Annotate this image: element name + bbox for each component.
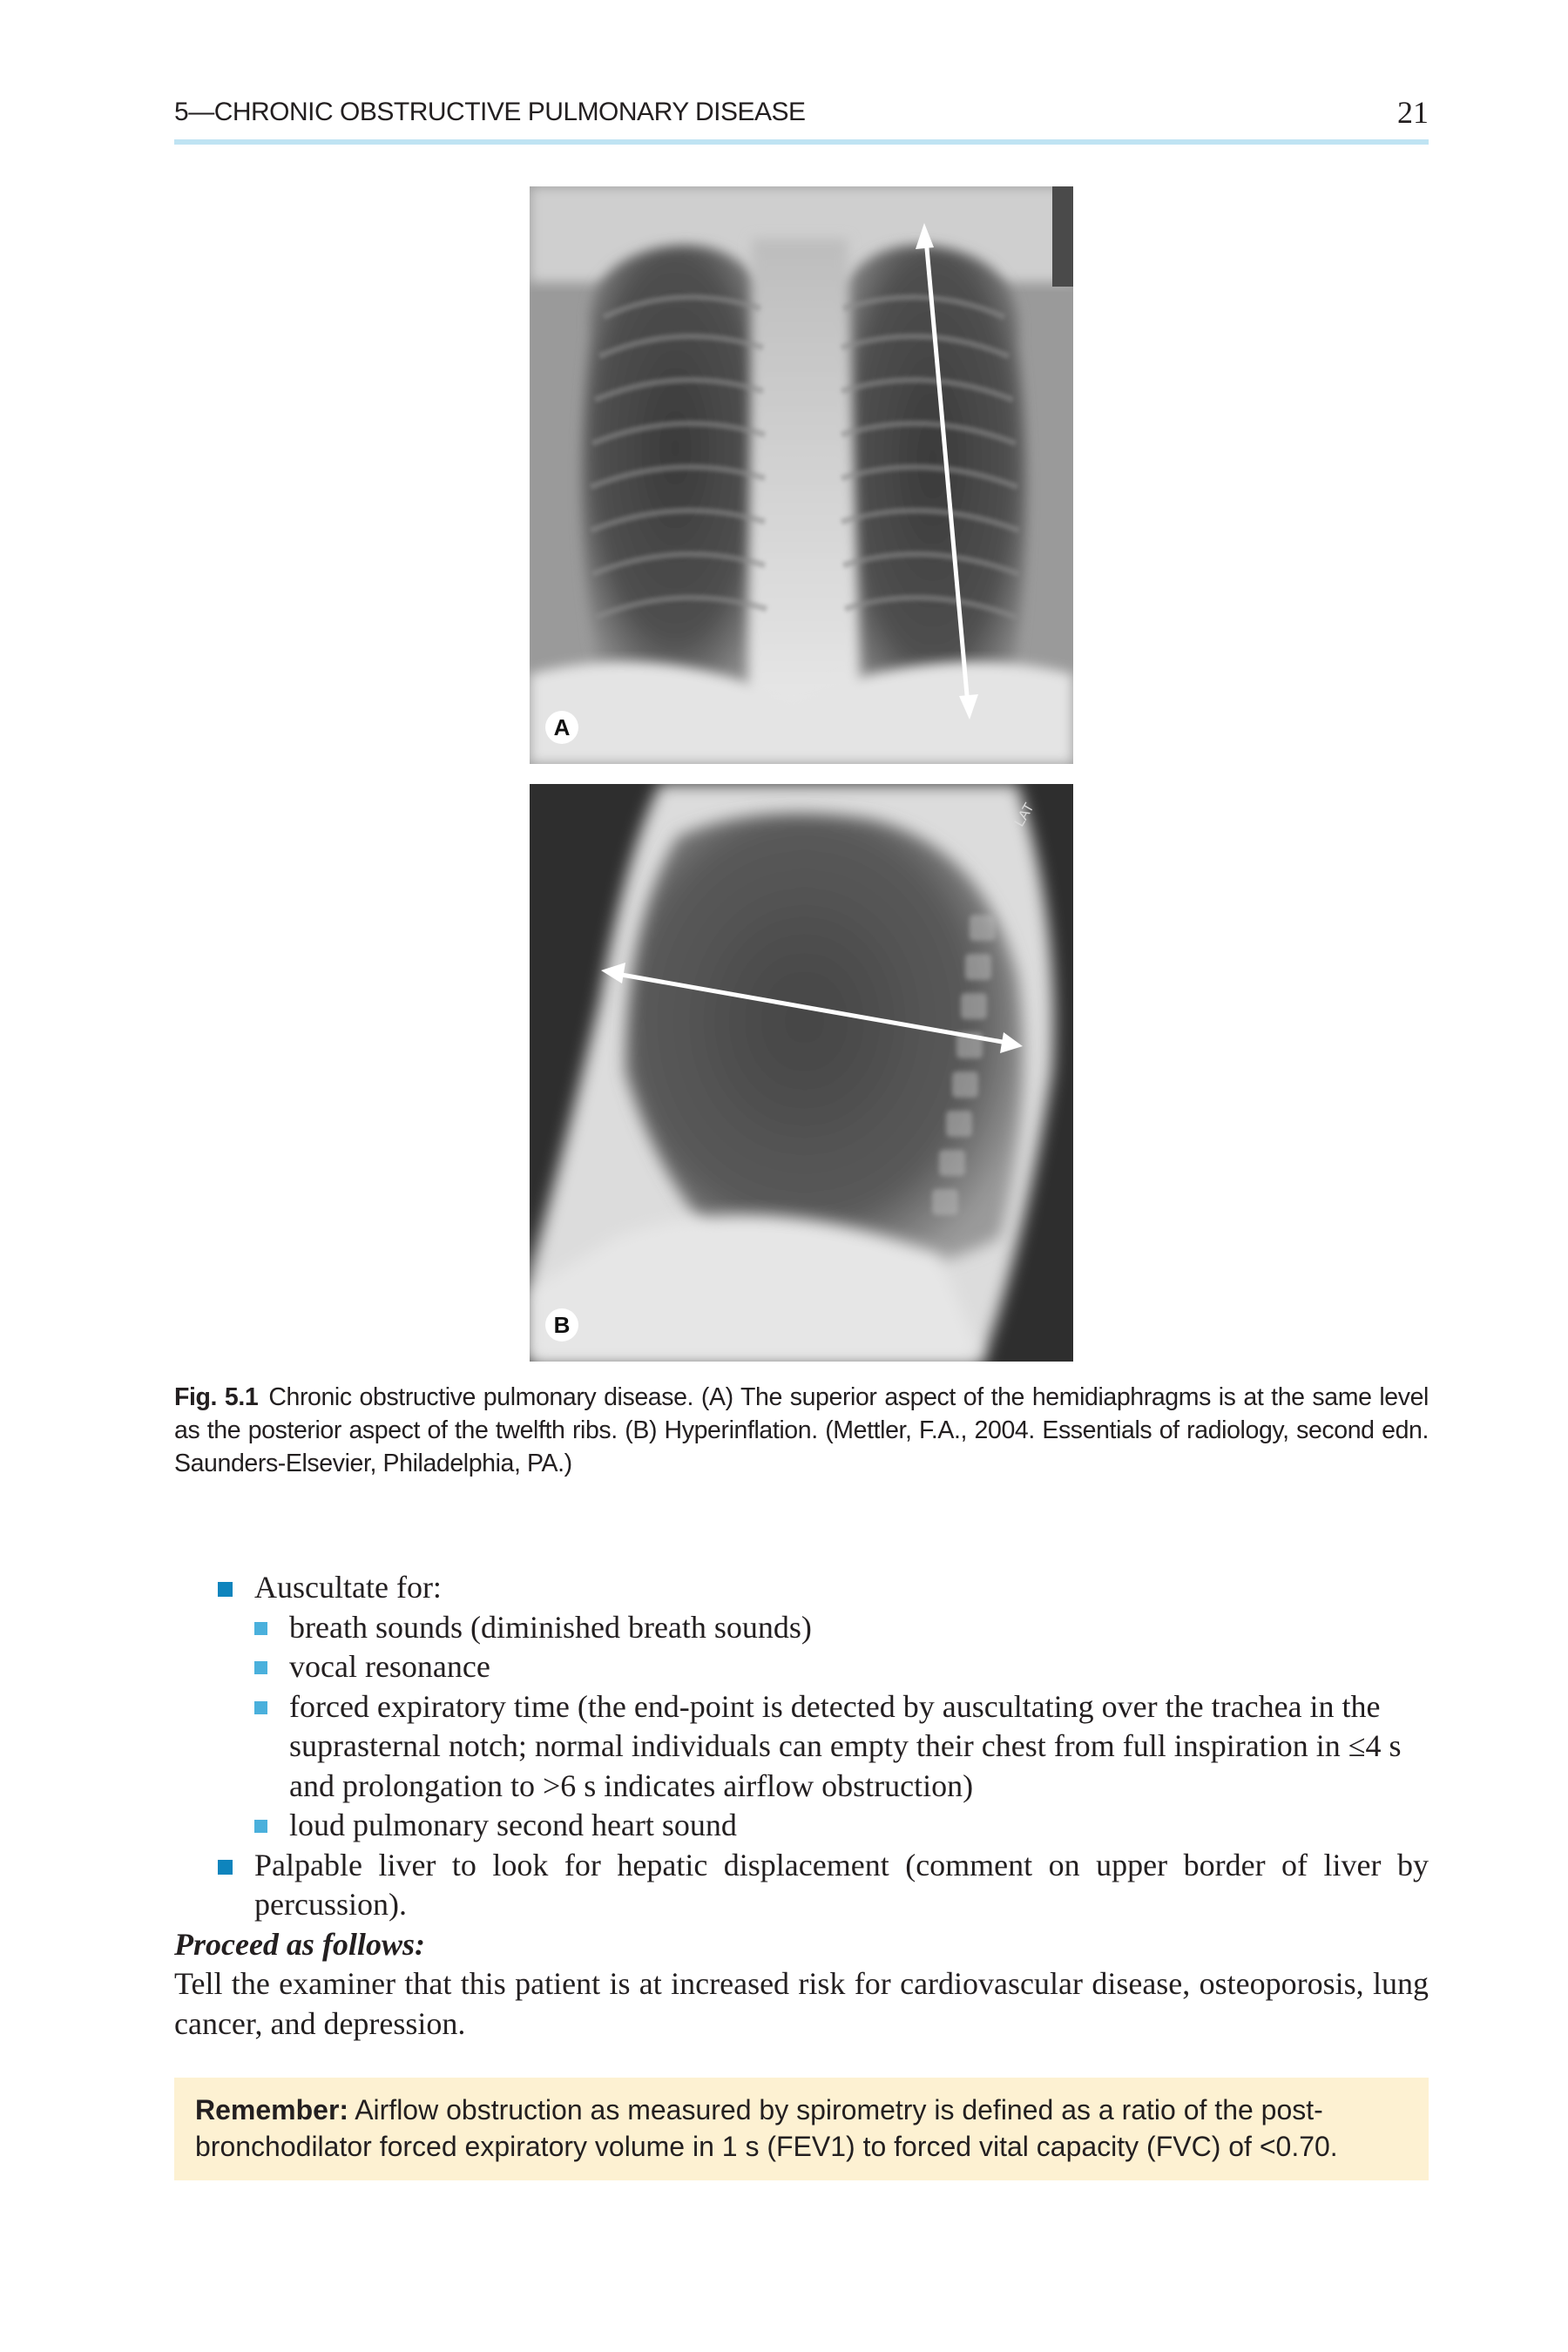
figure-caption bbox=[174, 1381, 1429, 1480]
body-text bbox=[174, 1568, 1429, 2044]
header-rule bbox=[174, 139, 1429, 145]
remember-box bbox=[174, 2078, 1429, 2180]
proceed-text: Tell the examiner that this patient is at increased risk for cardiovascular disease, osteoporosis, lung cancer, and depression. bbox=[174, 1966, 1429, 2041]
remember-label: Remember: bbox=[195, 2094, 349, 2126]
list-item: Palpable liver to look for hepatic displacement (comment on upper border of liver by percussion). bbox=[174, 1846, 1429, 1925]
exam-list bbox=[174, 1568, 1429, 1925]
panel-b-label: B bbox=[545, 1308, 578, 1342]
chapter-number: 5 bbox=[174, 98, 189, 126]
panel-a-label: A bbox=[545, 711, 578, 744]
list-item: vocal resonance bbox=[254, 1647, 1429, 1687]
list-item: loud pulmonary second heart sound bbox=[254, 1806, 1429, 1846]
caption-text: Chronic obstructive pulmonary disease. (A) The superior aspect of the hemidiaphragms is at the same level as the posterior aspect of the twelfth ribs. (B) Hyperinflation. (Mettler, F.A., 2004. Essentials of radiology, second edn. Saunders-Elsevier, Philadelphia, PA.) bbox=[174, 1383, 1429, 1477]
remember-text: Airflow obstruction as measured by spirometry is defined as a ratio of the post-bronchodilator forced expiratory volume in 1 s (FEV1) to forced vital capacity (FVC) of <0.70. bbox=[195, 2094, 1338, 2162]
svg-text:LAT: LAT bbox=[1011, 801, 1037, 829]
chest-xray-frontal bbox=[530, 186, 1073, 764]
list-item bbox=[174, 1568, 1429, 1846]
page-header bbox=[174, 94, 1429, 138]
list-item: breath sounds (diminished breath sounds) bbox=[254, 1608, 1429, 1648]
auscultate-text: Auscultate for: bbox=[254, 1570, 442, 1605]
page-number: 21 bbox=[1397, 95, 1429, 130]
proceed-heading: Proceed as follows: bbox=[174, 1926, 425, 1962]
running-head bbox=[174, 98, 806, 127]
list-item: forced expiratory time (the end-point is detected by auscultating over the trachea in the suprasternal notch; normal individuals can empty their chest from full inspiration in ≤4 s and prolongation to >6 s indicates airflow obstruction) bbox=[254, 1687, 1429, 1807]
chapter-title: —CHRONIC OBSTRUCTIVE PULMONARY DISEASE bbox=[188, 98, 806, 126]
caption-label: Fig. 5.1 bbox=[174, 1383, 259, 1411]
chest-xray-lateral bbox=[530, 784, 1073, 1362]
auscultate-sublist bbox=[254, 1608, 1429, 1846]
